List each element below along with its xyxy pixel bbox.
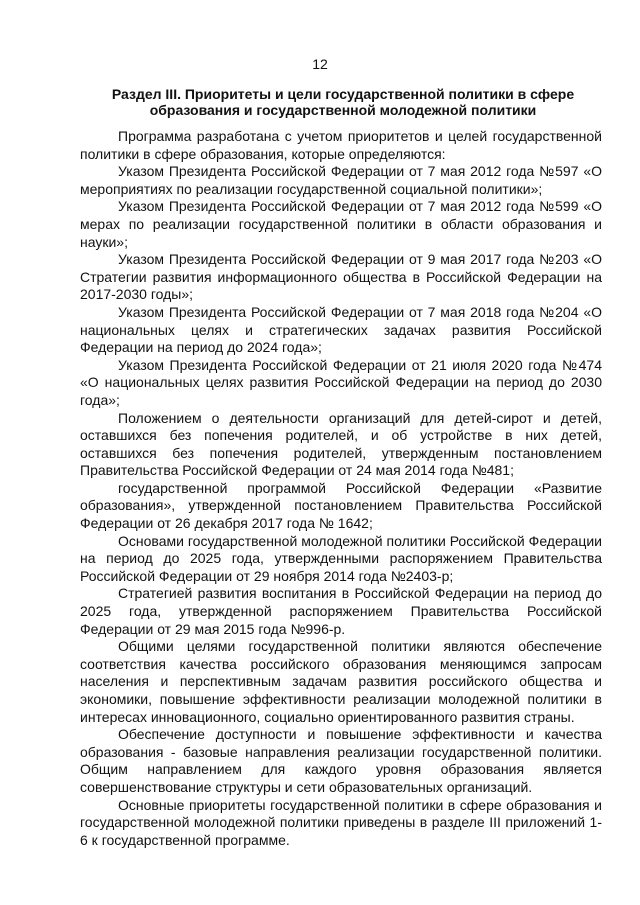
paragraph: Программа разработана с учетом приоритетов и целей государственной политики в сфере образования, которые определяются: (80, 128, 602, 162)
paragraph: Указом Президента Российской Федерации от 7 мая 2012 года №597 «О мероприятиях по реализации государственной социальной политики»; (80, 163, 602, 197)
paragraph: Стратегией развития воспитания в Российской Федерации на период до 2025 года, утвержденной распоряжением Правительства Российской Федерации от 29 мая 2015 года №996-р. (80, 585, 602, 637)
document-body (80, 128, 602, 849)
page-number: 12 (312, 56, 328, 72)
paragraph: Общими целями государственной политики являются обеспечение соответствия качества российского образования меняющимся запросам населения и перспективным задачам развития российского общества и экономики, повышение эффективности реализации молодежной политики в интересах инновационного, социально ориентированного развития страны. (80, 638, 602, 725)
paragraph: государственной программой Российской Федерации «Развитие образования», утвержденной постановлением Правительства Российской Федерации от 26 декабря 2017 года № 1642; (80, 479, 602, 532)
paragraph: Указом Президента Российской Федерации от 7 мая 2012 года №599 «О мерах по реализации государственной политики в области образования и науки»; (80, 198, 602, 250)
paragraph: Указом Президента Российской Федерации от 9 мая 2017 года №203 «О Стратегии развития информационного общества в Российской Федерации на 2017-2030 годы»; (80, 251, 602, 303)
paragraph: Указом Президента Российской Федерации от 21 июля 2020 года №474 «О национальных целях развития Российской Федерации на период до 2030 года»; (80, 356, 602, 408)
paragraph: Основные приоритеты государственной политики в сфере образования и государственной молодежной политики приведены в разделе III приложений 1-6 к государственной программе. (80, 796, 602, 848)
paragraph: Обеспечение доступности и повышение эффективности и качества образования - базовые направления реализации государственной политики. Общим направлением для каждого уровня образования является совершенствование структуры и сети образовательных организаций. (80, 726, 602, 795)
paragraph: Основами государственной молодежной политики Российской Федерации на период до 2025 года, утвержденными распоряжением Правительства Российской Федерации от 29 ноября 2014 года №2403-р; (80, 532, 602, 584)
section-heading: Раздел III. Приоритеты и цели государственной политики в сфере образования и государственной молодежной политики (111, 86, 575, 118)
paragraph: Указом Президента Российской Федерации от 7 мая 2018 года №204 «О национальных целях и стратегических задачах развития Российской Федерации на период до 2024 года»; (80, 303, 602, 356)
paragraph: Положением о деятельности организаций для детей-сирот и детей, оставшихся без попечения родителей, и об устройстве в них детей, оставшихся без попечения родителей, утвержденным постановлением Правительства Российской Федерации от 24 мая 2014 года №481; (80, 409, 602, 479)
